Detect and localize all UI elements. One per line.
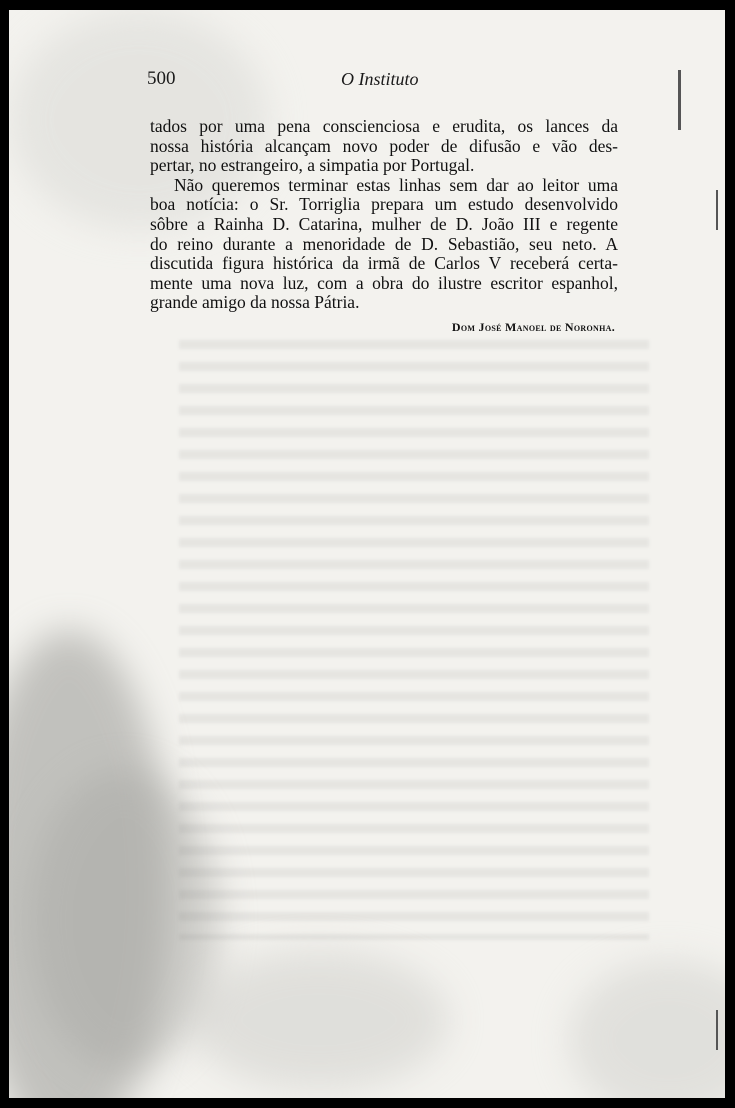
- text-line: boa notícia: o Sr. Torriglia prepara um estudo desenvolvido: [150, 194, 618, 215]
- text-line: sôbre a Rainha D. Catarina, mulher de D. João III e regente: [150, 213, 618, 234]
- edge-mark: [716, 1010, 718, 1050]
- text-line: Não queremos terminar estas linhas sem dar ao leitor uma: [174, 174, 618, 195]
- author-signature: Dom José Manoel de Noronha.: [451, 320, 615, 334]
- paper-stain: [569, 960, 725, 1098]
- edge-mark: [678, 70, 681, 130]
- paper-stain: [189, 950, 449, 1090]
- edge-mark: [716, 190, 718, 230]
- text-line: nossa história alcançam novo poder de difusão e vão des-: [150, 135, 618, 156]
- article-body: [150, 117, 618, 313]
- text-line: mente uma nova luz, com a obra do ilustre escritor espanhol,: [150, 272, 618, 293]
- text-line: discutida figura histórica da irmã de Carlos V receberá certa-: [150, 253, 618, 274]
- running-title: O Instituto: [341, 69, 419, 89]
- text-line: pertar, no estrangeiro, a simpatia por Portugal.: [150, 155, 475, 176]
- page-number: 500: [147, 68, 176, 89]
- text-line: do reino durante a menoridade de D. Sebastião, seu neto. A: [150, 233, 618, 254]
- bleed-through-text: [179, 340, 649, 940]
- text-line: tados por uma pena conscienciosa e erudita, os lances da: [150, 116, 618, 136]
- text-line: grande amigo da nossa Pátria.: [150, 292, 360, 313]
- page-header: [147, 68, 617, 92]
